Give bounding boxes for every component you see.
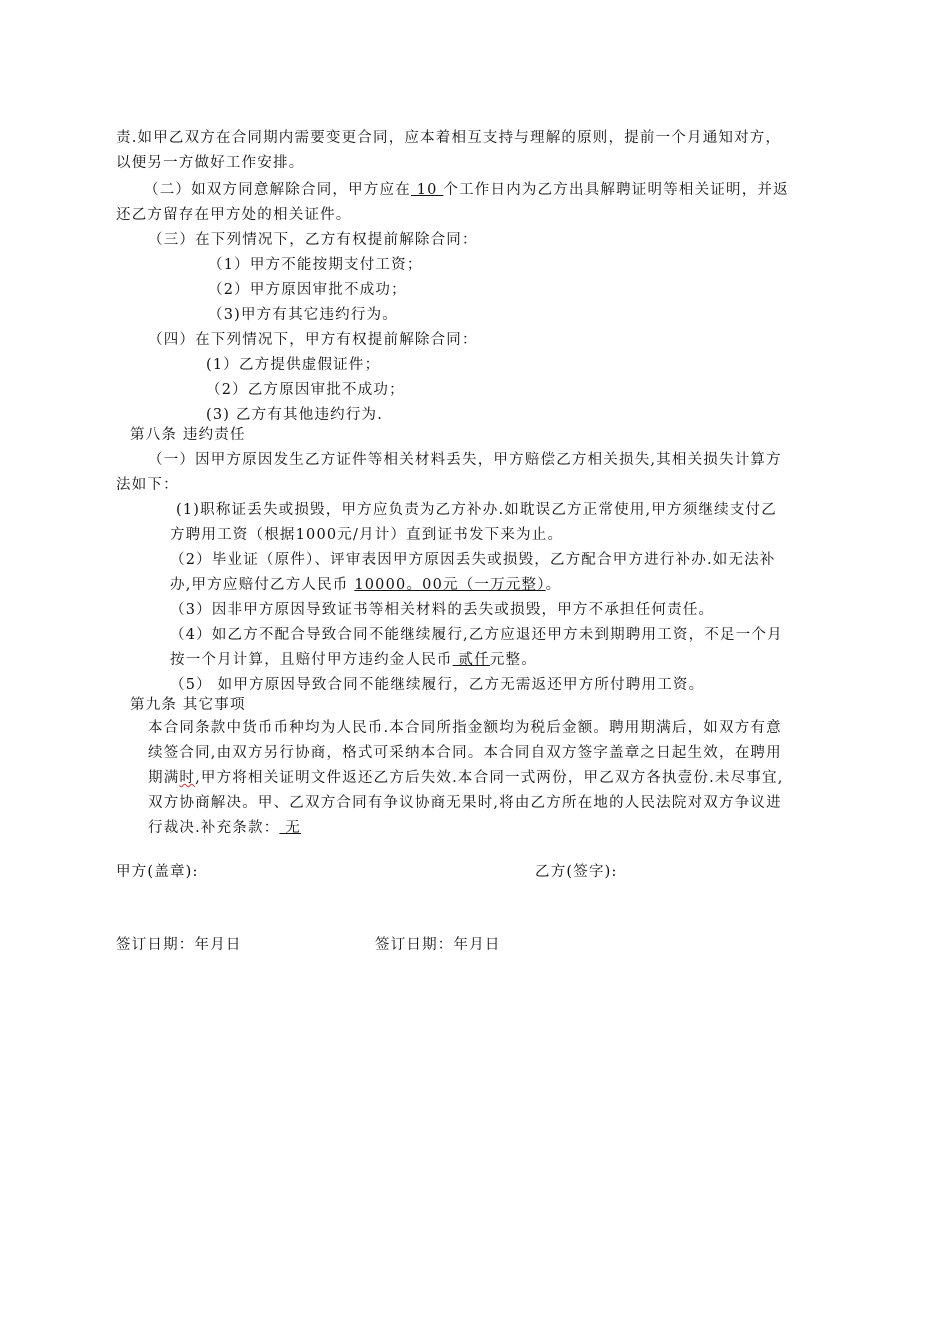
party-a-sign-date: 签订日期：年月日: [116, 937, 242, 953]
party-a-seal-label: 甲方(盖章):: [116, 864, 199, 880]
party-b-signature-label: 乙方(签字):: [535, 864, 618, 880]
clause-4-item-1: (1）乙方提供虚假证件；: [206, 357, 381, 373]
item-2-text-pre: 办,甲方应赔付乙方人民币: [170, 577, 355, 593]
article-8-item-5: （5） 如甲方原因导致合同不能继续履行，乙方无需返还甲方所付聘用工资。: [170, 677, 705, 693]
item-2-amount: 10000。00元（一万元整）: [354, 577, 546, 593]
item-4-amount: 贰仟: [452, 652, 490, 668]
clause-4-item-2: （2）乙方原因审批不成功；: [206, 382, 405, 398]
item-4-text-post: 元整。: [489, 652, 537, 668]
article-8-item-4-line-1: （4）如乙方不配合导致合同不能继续履行,乙方应退还甲方未到期聘用工资，不足一个月: [170, 627, 783, 643]
clause-4-heading: （四）在下列情况下，甲方有权提前解除合同：: [148, 332, 478, 348]
clause-3-item-1: （1）甲方不能按期支付工资；: [208, 257, 423, 273]
clause-3-heading: （三）在下列情况下，乙方有权提前解除合同：: [148, 232, 478, 248]
clause-2-line-1: [144, 180, 789, 200]
article-8-item-2-line-2: [170, 575, 561, 595]
article-9-line-3: [148, 768, 784, 788]
clause-4-item-3: (3) 乙方有其他违约行为.: [206, 407, 384, 423]
article-8-title: 第八条 违约责任: [130, 427, 246, 443]
continuation-line-2: 以便另一方做好工作安排。: [116, 155, 305, 171]
article-8-clause-1-line-2: 法如下：: [116, 477, 179, 493]
article-8-item-1-line-2: 方聘用工资（根据1000元/月计）直到证书发下来为止。: [170, 527, 564, 543]
article-9-line-2: 续签合同,由双方另行协商，格式可采纳本合同。本合同自双方签字盖章之日起生效，在聘用: [148, 745, 782, 761]
clause-3-item-2: （2）甲方原因审批不成功；: [208, 282, 407, 298]
clause-2-days: 10: [410, 182, 444, 198]
clause-2-text-post: 个工作日内为乙方出具解聘证明等相关证明，并返: [443, 182, 789, 198]
article-9-line-4: 双方协商解决。甲、乙双方合同有争议协商无果时,将由乙方所在地的人民法院对双方争议进: [148, 795, 782, 811]
article-8-clause-1-line-1: （一）因甲方原因发生乙方证件等相关材料丢失，甲方赔偿乙方相关损失,其相关损失计算方: [148, 452, 782, 468]
item-4-text-pre: 按一个月计算，且赔付甲方违约金人民币: [170, 652, 453, 668]
supplementary-terms-label: 行裁决.补充条款：: [148, 820, 280, 836]
article-9-line-3-pre: 期满: [148, 770, 180, 786]
article-9-line-1: 本合同条款中货币币种均为人民币.本合同所指金额均为税后金额。聘用期满后，如双方有意: [148, 720, 782, 736]
clause-3-item-3: （3)甲方有其它违约行为。: [208, 307, 398, 323]
article-8-item-3: （3）因非甲方原因导致证书等相关材料的丢失或损毁，甲方不承担任何责任。: [170, 602, 715, 618]
article-9-title: 第九条 其它事项: [130, 697, 246, 713]
article-9-line-5: [148, 818, 301, 838]
supplementary-terms-value: 无: [279, 820, 301, 836]
spellcheck-marked-word: 时: [179, 770, 196, 786]
article-9-line-3-post: ,甲方将相关证明文件返还乙方后失效.本合同一式两份，甲乙双方各执壹份.未尽事宜,: [195, 770, 784, 786]
continuation-line-1: 责.如甲乙双方在合同期内需要变更合同，应本着相互支持与理解的原则，提前一个月通知对方，: [116, 130, 782, 146]
item-2-text-post: 。: [545, 577, 562, 593]
article-8-item-1-line-1: (1)职称证丢失或损毁，甲方应负责为乙方补办.如耽误乙方正常使用,甲方须继续支付乙: [176, 502, 777, 518]
clause-2-text-pre: （二）如双方同意解除合同，甲方应在: [144, 182, 411, 198]
party-b-sign-date: 签订日期：年月日: [375, 937, 501, 953]
article-8-item-2-line-1: （2）毕业证（原件）、评审表因甲方原因丢失或损毁，乙方配合甲方进行补办.如无法补: [170, 552, 776, 568]
article-8-item-4-line-2: [170, 650, 537, 670]
clause-2-line-2: 还乙方留存在甲方处的相关证件。: [116, 207, 352, 223]
